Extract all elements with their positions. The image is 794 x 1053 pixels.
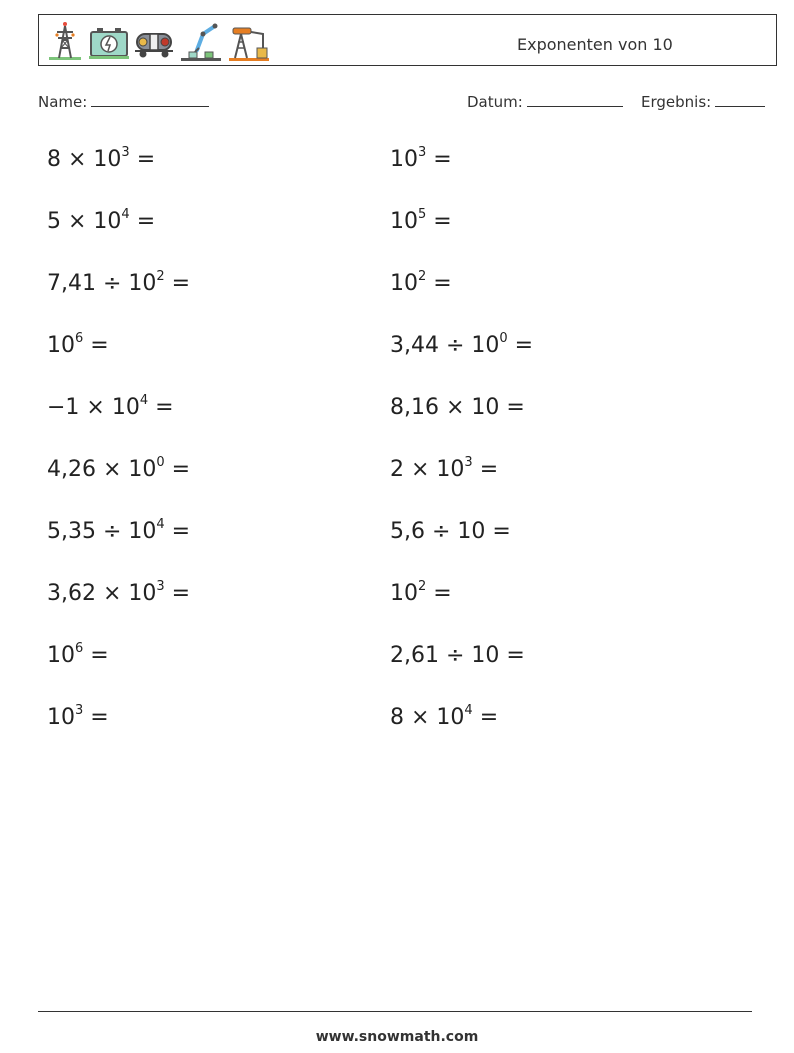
problem-exponent: 3 (156, 579, 165, 594)
problem-equals: = (148, 395, 174, 420)
header-icons (45, 19, 271, 63)
problem-item (390, 581, 452, 606)
problem-exponent: 4 (464, 703, 473, 718)
problem-equals: = (499, 395, 525, 420)
problem-exponent: 2 (418, 579, 427, 594)
problem-item (47, 209, 155, 234)
result-field[interactable] (641, 92, 765, 111)
problem-base: 8 × 10 (390, 705, 465, 730)
problem-item (47, 705, 109, 730)
date-field[interactable] (467, 92, 623, 111)
problem-exponent: 4 (121, 207, 130, 222)
problem-base: 5,6 ÷ 10 (390, 519, 486, 544)
problem-equals: = (485, 519, 511, 544)
problem-item (390, 519, 511, 544)
problem-base: 10 (47, 333, 75, 358)
problem-base: 10 (47, 643, 75, 668)
problem-base: 5,35 ÷ 10 (47, 519, 157, 544)
problem-base: −1 × 10 (47, 395, 140, 420)
date-line[interactable] (527, 92, 623, 107)
name-label: Name: (38, 93, 88, 111)
problem-exponent: 2 (418, 269, 427, 284)
problem-base: 3,44 ÷ 10 (390, 333, 500, 358)
problem-item (390, 457, 498, 482)
problem-base: 8 × 10 (47, 147, 122, 172)
problem-equals: = (83, 705, 109, 730)
problem-base: 10 (390, 209, 418, 234)
date-label: Datum: (467, 93, 523, 111)
problem-equals: = (499, 643, 525, 668)
problem-equals: = (472, 705, 499, 730)
problem-exponent: 6 (75, 331, 84, 346)
battery-icon (89, 20, 129, 62)
problem-base: 5 × 10 (47, 209, 122, 234)
problem-equals: = (426, 271, 452, 296)
problem-exponent: 3 (418, 145, 427, 160)
problem-item (47, 333, 109, 358)
problem-equals: = (129, 147, 156, 172)
problem-item (390, 271, 452, 296)
problem-equals: = (507, 333, 534, 358)
name-line[interactable] (91, 92, 209, 107)
oil-pump-icon (227, 20, 271, 62)
problem-exponent: 3 (75, 703, 84, 718)
problem-exponent: 3 (121, 145, 130, 160)
robot-arm-icon (179, 20, 223, 62)
problem-exponent: 6 (75, 641, 84, 656)
problem-base: 2,61 ÷ 10 (390, 643, 500, 668)
problem-base: 7,41 ÷ 10 (47, 271, 157, 296)
result-label: Ergebnis: (641, 93, 712, 111)
problem-equals: = (129, 209, 156, 234)
problem-equals: = (164, 519, 191, 544)
problem-item (47, 395, 174, 420)
problem-exponent: 5 (418, 207, 427, 222)
problem-base: 10 (390, 581, 418, 606)
problem-item (47, 457, 190, 482)
problem-base: 2 × 10 (390, 457, 465, 482)
problem-exponent: 0 (499, 331, 508, 346)
problem-exponent: 3 (464, 455, 473, 470)
problem-equals: = (83, 333, 109, 358)
problem-item (47, 271, 190, 296)
problem-equals: = (164, 457, 191, 482)
problem-item (47, 147, 155, 172)
problem-exponent: 0 (156, 455, 165, 470)
problem-equals: = (426, 581, 452, 606)
problem-exponent: 4 (156, 517, 165, 532)
problem-exponent: 4 (139, 393, 149, 408)
name-field[interactable] (38, 92, 209, 111)
problem-item (390, 209, 452, 234)
problem-item (47, 519, 190, 544)
problem-base: 10 (390, 271, 418, 296)
problem-item (390, 643, 525, 668)
problem-equals: = (426, 147, 452, 172)
problem-item (390, 395, 525, 420)
worksheet-title: Exponenten von 10 (517, 35, 673, 54)
problem-exponent: 2 (156, 269, 165, 284)
problem-base: 10 (390, 147, 418, 172)
problem-base: 8,16 × 10 (390, 395, 500, 420)
footer-url[interactable]: www.snowmath.com (315, 1029, 479, 1045)
problem-item (47, 581, 190, 606)
problem-item (390, 705, 498, 730)
problem-equals: = (472, 457, 499, 482)
problem-base: 3,62 × 10 (47, 581, 157, 606)
problem-item (47, 643, 109, 668)
worksheet-header (38, 14, 777, 66)
problem-equals: = (164, 271, 191, 296)
problem-base: 4,26 × 10 (47, 457, 157, 482)
tank-wagon-icon (133, 20, 175, 62)
footer-divider (38, 1011, 752, 1012)
result-line[interactable] (715, 92, 765, 107)
problem-equals: = (83, 643, 109, 668)
power-tower-icon (45, 20, 85, 62)
problem-item (390, 147, 452, 172)
problem-base: 10 (47, 705, 75, 730)
problem-equals: = (426, 209, 452, 234)
problem-item (390, 333, 533, 358)
problem-equals: = (164, 581, 191, 606)
